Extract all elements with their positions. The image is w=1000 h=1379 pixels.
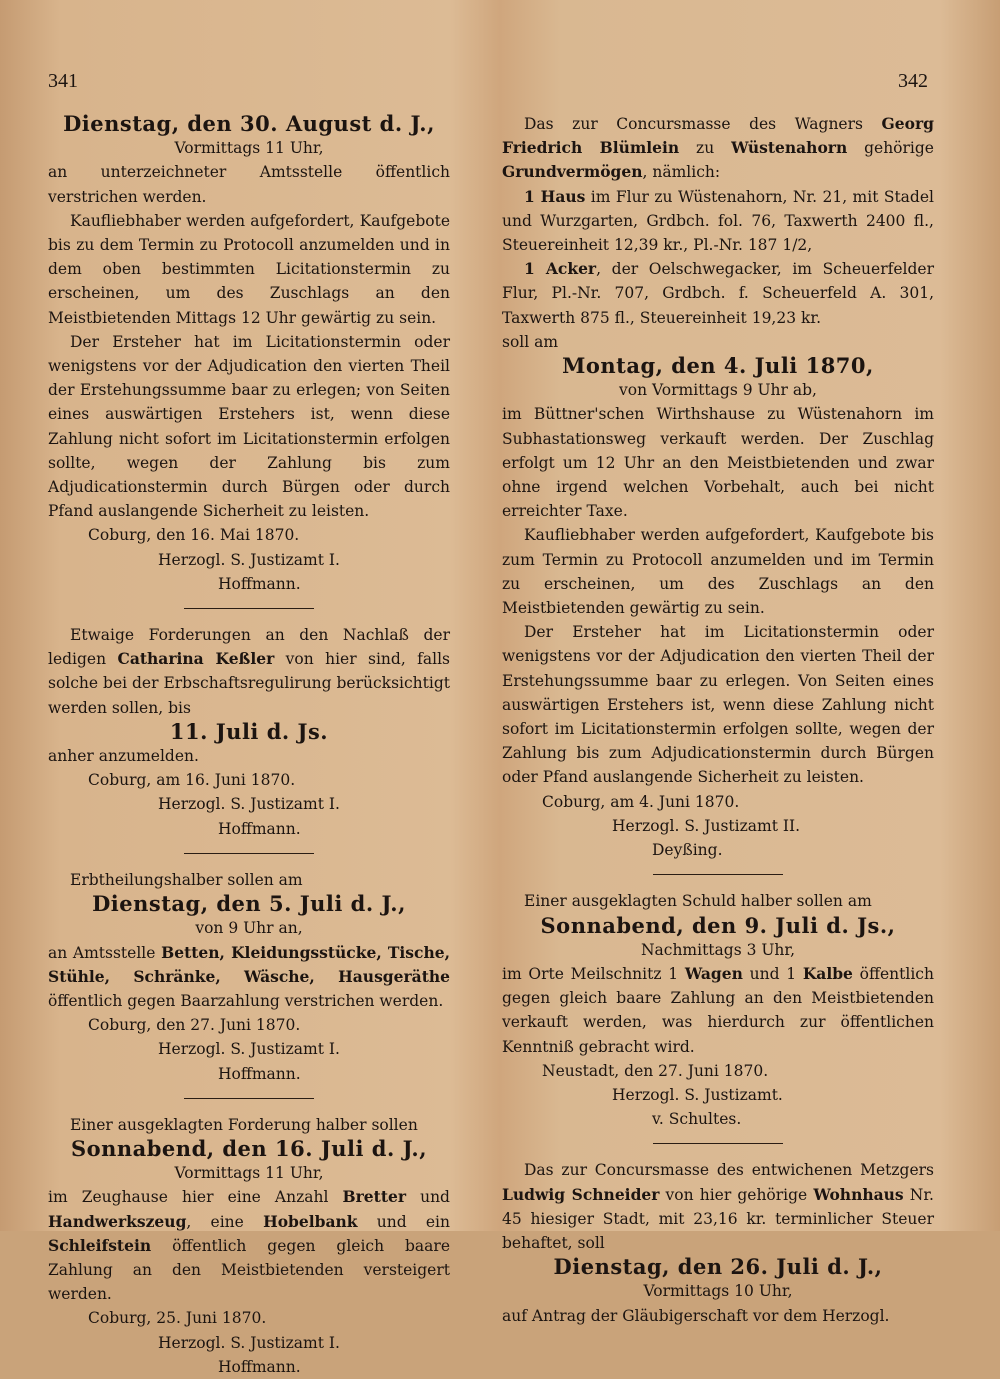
text-segment: zu bbox=[696, 139, 715, 158]
property-item bbox=[502, 257, 934, 330]
notice-date: Montag, den 4. Juli 1870, bbox=[562, 353, 874, 379]
auction-item: Hobelbank bbox=[263, 1211, 358, 1231]
notice-place-date: Coburg, 25. Juni 1870. bbox=[88, 1309, 267, 1328]
notice-court: Herzogl. S. Justizamt I. bbox=[158, 550, 340, 569]
item-text: , der Oelschwegacker, im Scheuerfelder Flur, Pl.-Nr. 707, Grdbch. f. Scheuerfeld A. 301, Taxwerth 875 fl., Steuereinheit 19,23 kr. bbox=[502, 260, 934, 327]
property-term: Wohnhaus bbox=[813, 1184, 904, 1204]
notice-official: Deyßing. bbox=[652, 841, 723, 860]
text-segment: öffentlich gegen gleich baare Zahlung an den Meistbietenden versteigert werden. bbox=[48, 1236, 450, 1304]
notice-time: Vormittags 10 Uhr, bbox=[643, 1282, 793, 1301]
text-segment: an Amtsstelle bbox=[48, 943, 156, 962]
page-number-right: 342 bbox=[898, 70, 928, 92]
auction-item: Kalbe bbox=[802, 963, 853, 983]
auction-item: Schleifstein bbox=[48, 1235, 152, 1255]
section-divider bbox=[184, 853, 314, 854]
notice-paragraph bbox=[48, 941, 450, 1014]
notice-paragraph bbox=[502, 1158, 934, 1255]
auction-item: Wagen bbox=[684, 963, 743, 983]
section-divider bbox=[653, 874, 783, 875]
text-segment: Das zur Concursmasse des Wagners bbox=[524, 115, 863, 133]
notice-official: Hoffmann. bbox=[218, 819, 301, 838]
notice-official: v. Schultes. bbox=[652, 1110, 742, 1129]
notice-official: Hoffmann. bbox=[218, 1357, 301, 1376]
notice-paragraph bbox=[48, 623, 450, 720]
notice-paragraph: anher anzumelden. bbox=[48, 747, 199, 766]
notice-paragraph: im Büttner'schen Wirthshause zu Wüstenahorn im Subhastationsweg verkauft werden. Der Zuschlag erfolgt um 12 Uhr an den Meistbietenden und zwar ohne irgend welchen Vorbehalt, auch bei nicht erreichter Taxe. bbox=[502, 405, 934, 521]
notice-time: Vormittags 11 Uhr, bbox=[174, 1164, 324, 1183]
section-divider bbox=[653, 1143, 783, 1144]
place-name: Wüstenahorn bbox=[731, 138, 848, 158]
notice-paragraph: an unterzeichneter Amtsstelle öffentlich verstrichen werden. bbox=[48, 163, 450, 206]
text-segment: Das zur Concursmasse des entwichenen Metzgers bbox=[524, 1161, 934, 1180]
notice-date: Dienstag, den 26. Juli d. J., bbox=[553, 1254, 883, 1280]
notice-court: Herzogl. S. Justizamt I. bbox=[158, 795, 340, 814]
person-name: Georg Friedrich Blümlein bbox=[502, 114, 934, 158]
notice-date: Dienstag, den 5. Juli d. J., bbox=[92, 891, 406, 917]
notice-paragraph bbox=[502, 962, 934, 1059]
notice-court: Herzogl. S. Justizamt II. bbox=[612, 816, 801, 835]
notice-bluemlein-property bbox=[502, 112, 934, 862]
text-segment: öffentlich gegen Baarzahlung verstrichen werden. bbox=[48, 991, 444, 1010]
text-segment: gehörige bbox=[864, 139, 934, 158]
text-segment: und ein bbox=[376, 1212, 451, 1231]
text-segment: im Orte Meilschnitz 1 bbox=[502, 964, 679, 983]
notice-time: Vormittags 11 Uhr, bbox=[174, 139, 324, 158]
notice-official: Hoffmann. bbox=[218, 574, 301, 593]
person-name: Catharina Keßler bbox=[117, 649, 275, 669]
notice-official: Hoffmann. bbox=[218, 1064, 301, 1083]
notice-place-date: Coburg, den 16. Mai 1870. bbox=[88, 526, 300, 545]
text-segment: im Zeughause hier eine Anzahl bbox=[48, 1188, 329, 1207]
text-segment: und 1 bbox=[749, 964, 797, 983]
notice-court: Herzogl. S. Justizamt I. bbox=[158, 1040, 340, 1059]
notice-auction-16-juli bbox=[48, 1113, 450, 1379]
notice-paragraph bbox=[502, 112, 934, 185]
text-segment: öffentlich gegen gleich baare Zahlung an den Meistbietenden verkauft werden, was hierdurch zur öffentlichen Kenntniß gebracht wird. bbox=[502, 964, 934, 1056]
notice-paragraph: Der Ersteher hat im Licitationstermin oder wenigstens vor der Adjudication den vierten Theil der Erstehungssumme baar zu erlegen; von Seiten eines auswärtigen Erstehers ist, wenn diese Zahlung nicht sofort im Licitationstermin erfolgen sollte, wegen der Zahlung bis zum Adjudicationstermin durch Bürgen oder durch Pfand auslangende Sicherheit zu leisten. bbox=[48, 332, 450, 521]
notice-place-date: Neustadt, den 27. Juni 1870. bbox=[542, 1061, 769, 1080]
notice-paragraph: Der Ersteher hat im Licitationstermin oder wenigstens vor der Adjudication den vierten Theil der Erstehungssumme baar zu erlegen. Von Seiten eines auswärtigen Erstehers ist, wenn diese Zahlung nicht sofort im Licitationstermin erfolgen sollte, wegen der Zahlung bis zum Adjudicationstermin durch Bürgen oder Pfand auslangende Sicherheit zu leisten. bbox=[502, 623, 934, 787]
text-segment: , eine bbox=[186, 1212, 244, 1231]
notice-paragraph: auf Antrag der Gläubigerschaft vor dem Herzogl. bbox=[502, 1306, 890, 1325]
notice-intro: Einer ausgeklagten Schuld halber sollen am bbox=[524, 892, 872, 911]
page-number-left: 341 bbox=[48, 70, 78, 92]
notice-time: von Vormittags 9 Uhr ab, bbox=[619, 381, 817, 400]
notice-court: Herzogl. S. Justizamt I. bbox=[158, 1333, 340, 1352]
notice-paragraph: Kaufliebhaber werden aufgefordert, Kaufgebote bis zum Termin zu Protocoll anzumelden und im Termin zu erscheinen, um des Zuschlags an den Meistbietenden gewärtig zu sein. bbox=[502, 526, 934, 618]
notice-date: Dienstag, den 30. August d. J., bbox=[63, 111, 435, 136]
notice-court: Herzogl. S. Justizamt. bbox=[612, 1085, 783, 1104]
notice-auction-5-juli bbox=[48, 868, 450, 1086]
right-column bbox=[502, 112, 934, 1328]
item-lead: 1 Haus bbox=[524, 186, 586, 206]
text-segment: von hier sind, falls solche bei der Erbschaftsregulirung berücksichtigt werden sollen, bis bbox=[48, 650, 450, 717]
section-divider bbox=[184, 1098, 314, 1099]
notice-date: Sonnabend, den 9. Juli d. Js., bbox=[540, 912, 896, 938]
auction-item: Bretter bbox=[342, 1187, 407, 1207]
property-term: Grundvermögen bbox=[502, 162, 643, 182]
auction-item: Handwerkszeug bbox=[48, 1211, 187, 1231]
notice-auction-9-juli bbox=[502, 889, 934, 1131]
left-column bbox=[48, 112, 450, 1379]
notice-claims-kessler bbox=[48, 623, 450, 841]
notice-intro: Einer ausgeklagten Forderung halber sollen bbox=[70, 1115, 418, 1134]
notice-place-date: Coburg, den 27. Juni 1870. bbox=[88, 1016, 301, 1035]
text-segment: und bbox=[420, 1188, 450, 1207]
auction-items: Betten, Kleidungsstücke, Tische, Stühle, Schränke, Wäsche, Hausgeräthe bbox=[48, 942, 450, 986]
section-divider bbox=[184, 608, 314, 609]
notice-intro: Erbtheilungshalber sollen am bbox=[70, 870, 303, 889]
notice-date: Sonnabend, den 16. Juli d. J., bbox=[70, 1135, 428, 1161]
person-name: Ludwig Schneider bbox=[502, 1184, 660, 1204]
notice-schneider-property bbox=[502, 1158, 934, 1327]
property-item bbox=[502, 185, 934, 258]
notice-date: 11. Juli d. Js. bbox=[169, 718, 329, 744]
notice-time: Nachmittags 3 Uhr, bbox=[640, 940, 796, 959]
notice-time: von 9 Uhr an, bbox=[195, 919, 303, 938]
notice-text: soll am bbox=[502, 332, 559, 351]
item-lead: 1 Acker bbox=[524, 259, 597, 279]
text-segment: Etwaige Forderungen an den Nachlaß der ledigen bbox=[48, 626, 450, 669]
notice-paragraph bbox=[48, 1185, 450, 1306]
notice-place-date: Coburg, am 4. Juni 1870. bbox=[542, 792, 740, 811]
text-segment: Nr. 45 hiesiger Stadt, mit 23,16 kr. terminlicher Steuer behaftet, soll bbox=[502, 1185, 934, 1252]
notice-auction-30-august bbox=[48, 112, 450, 596]
text-segment: , nämlich: bbox=[642, 163, 721, 182]
notice-place-date: Coburg, am 16. Juni 1870. bbox=[88, 771, 296, 790]
text-segment: von hier gehörige bbox=[665, 1185, 808, 1204]
notice-paragraph: Kaufliebhaber werden aufgefordert, Kaufgebote bis zu dem Termin zu Protocoll anzumelden und in dem oben bestimmten Licitationstermin zu erscheinen, um des Zuschlags an den Meistbietenden Mittags 12 Uhr gewärtig zu sein. bbox=[48, 211, 450, 327]
item-text: im Flur zu Wüstenahorn, Nr. 21, mit Stadel und Wurzgarten, Grdbch. fol. 76, Taxwerth 2400 fl., Steuereinheit 12,39 kr., Pl.-Nr. 187 1/2, bbox=[502, 187, 934, 255]
